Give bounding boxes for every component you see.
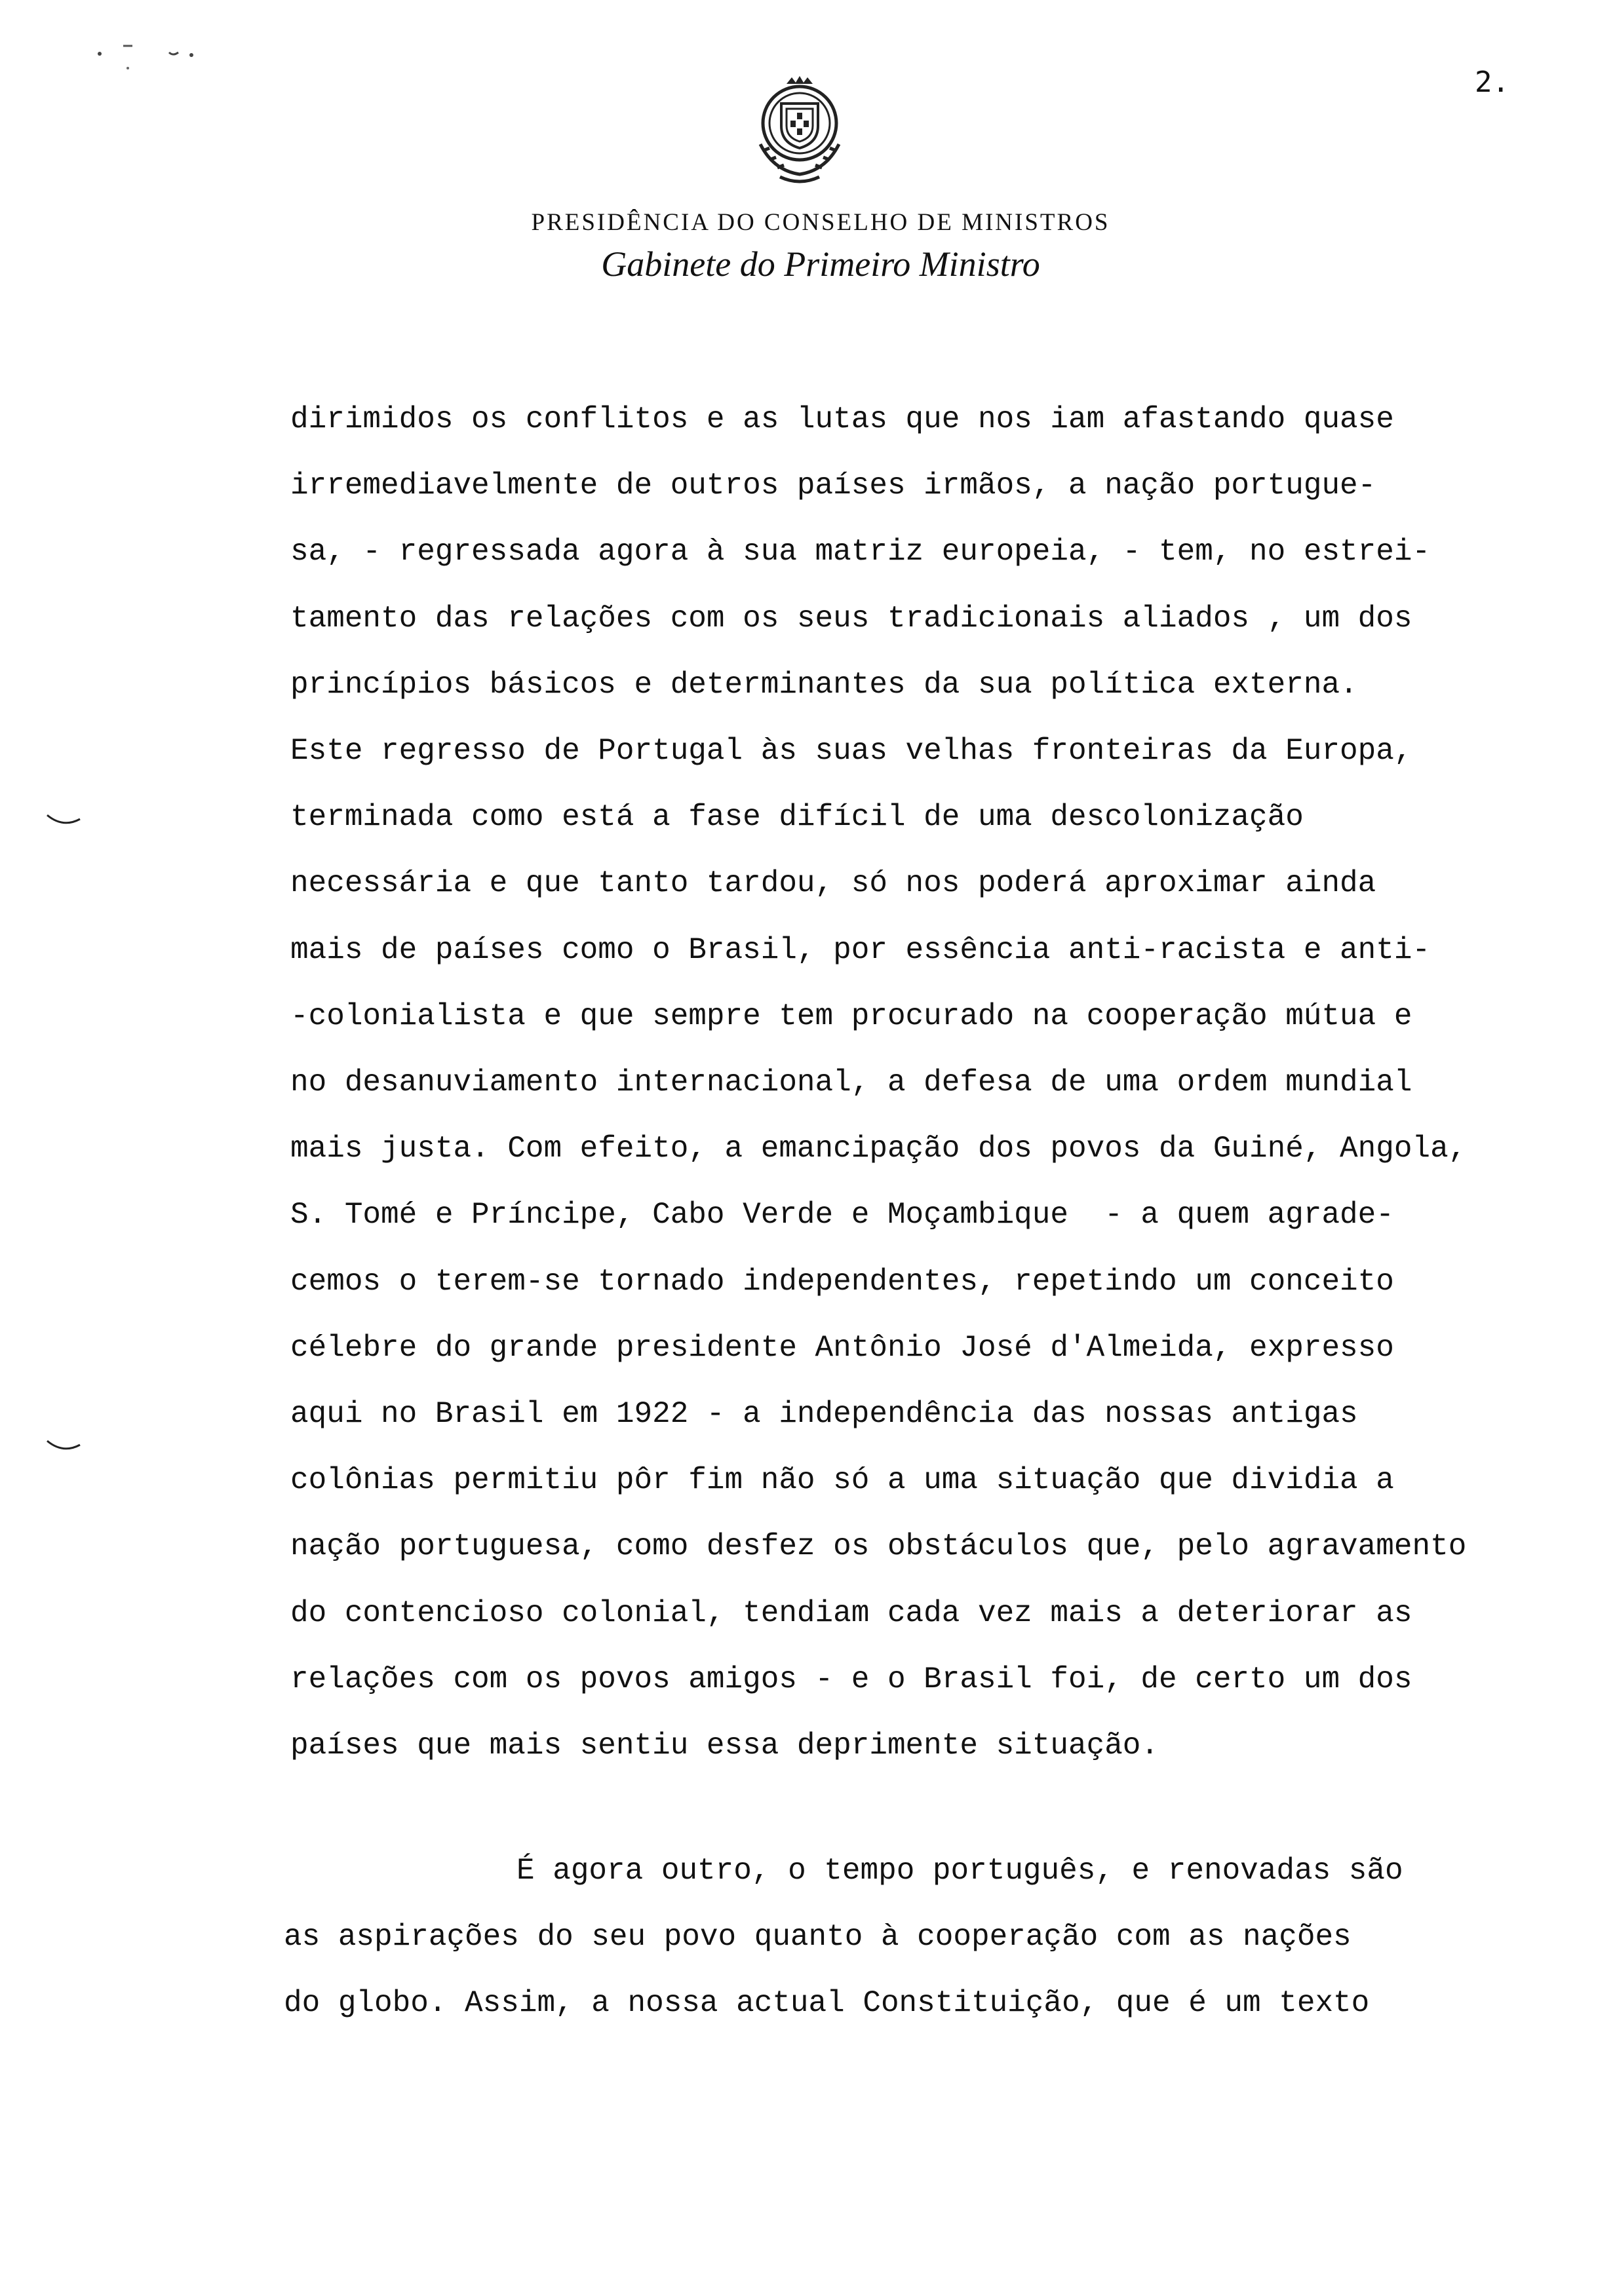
office-subtitle: Gabinete do Primeiro Ministro — [601, 244, 1040, 284]
text-line: célebre do grande presidente Antônio José d'Almeida, expresso — [290, 1330, 1394, 1365]
text-line: relações com os povos amigos - e o Brasil foi, de certo um dos — [290, 1662, 1412, 1696]
text-line: colônias permitiu pôr fim não só a uma situação que dividia a — [290, 1463, 1394, 1498]
margin-punch-mark — [46, 1438, 81, 1453]
text-line: mais justa. Com efeito, a emancipação dos povos da Guiné, Angola, — [290, 1132, 1467, 1166]
text-line: tamento das relações com os seus tradicionais aliados , um dos — [290, 601, 1412, 636]
text-line: mais de países como o Brasil, por essência anti-racista e anti- — [290, 932, 1431, 967]
text-line: -colonialista e que sempre tem procurado na cooperação mútua e — [290, 999, 1412, 1033]
coat-of-arms-icon — [741, 72, 859, 190]
text-line: sa, - regressada agora à sua matriz europeia, - tem, no estrei- — [290, 535, 1431, 569]
margin-punch-mark — [46, 813, 81, 827]
text-line: Este regresso de Portugal às suas velhas fronteiras da Europa, — [290, 734, 1412, 769]
text-line: países que mais sentiu essa deprimente situação. — [290, 1729, 1159, 1763]
text-line: É agora outro, o tempo português, e renovadas são — [516, 1854, 1403, 1888]
text-line: terminada como está a fase difícil de uma descolonização — [290, 800, 1304, 835]
paragraph-2 — [284, 1838, 1595, 2037]
text-line: aqui no Brasil em 1922 - a independência das nossas antigas — [290, 1397, 1358, 1432]
text-line: do contencioso colonial, tendiam cada vez mais a deteriorar as — [290, 1596, 1412, 1630]
text-line: nação portuguesa, como desfez os obstáculos que, pelo agravamento — [290, 1529, 1467, 1564]
paragraph-1 — [290, 387, 1595, 1779]
text-line: cemos o terem-se tornado independentes, repetindo um conceito — [290, 1264, 1394, 1299]
scan-artifact-marks — [92, 39, 203, 79]
text-line: no desanuviamento internacional, a defesa de uma ordem mundial — [290, 1065, 1412, 1100]
text-line: do globo. Assim, a nossa actual Constituição, que é um texto — [284, 1986, 1370, 2021]
text-line: irremediavelmente de outros países irmãos, a nação portugue- — [290, 469, 1376, 503]
text-line: necessária e que tanto tardou, só nos poderá aproximar ainda — [290, 866, 1376, 901]
text-line: princípios básicos e determinantes da sua política externa. — [290, 667, 1358, 702]
office-title: PRESIDÊNCIA DO CONSELHO DE MINISTROS — [531, 209, 1110, 236]
text-line: as aspirações do seu povo quanto à cooperação com as nações — [284, 1920, 1352, 1955]
text-line: dirimidos os conflitos e as lutas que nos iam afastando quase — [290, 402, 1394, 436]
text-line: S. Tomé e Príncipe, Cabo Verde e Moçambique - a quem agrade- — [290, 1198, 1394, 1233]
page-number: 2. — [1475, 66, 1509, 99]
